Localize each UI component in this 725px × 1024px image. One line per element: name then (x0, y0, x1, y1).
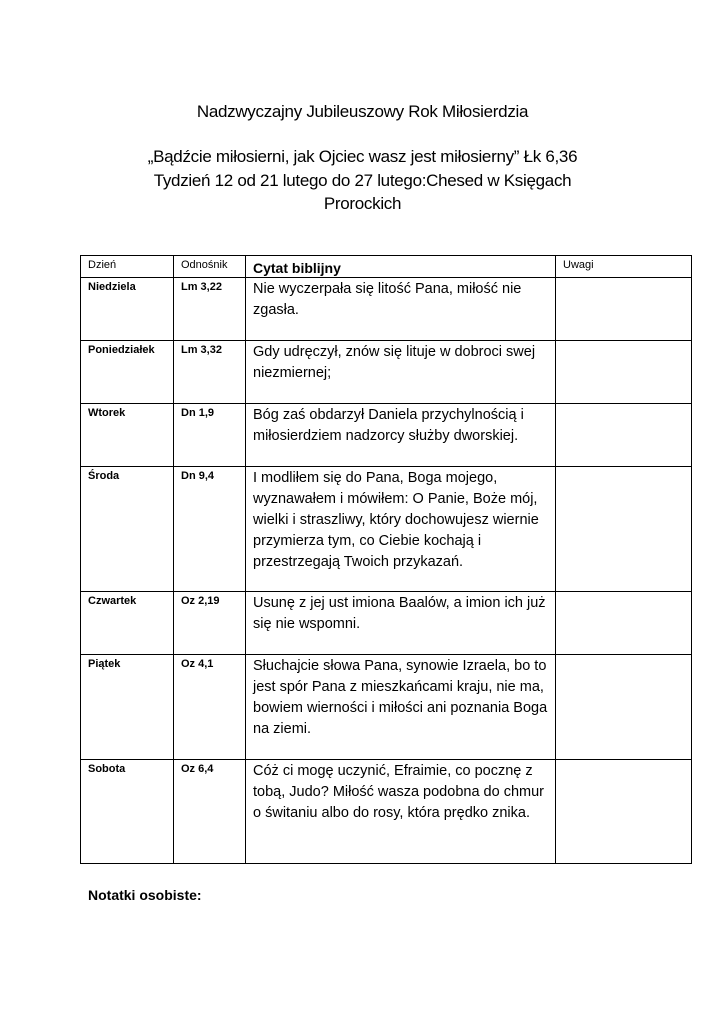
table-row (81, 341, 692, 404)
personal-notes-label: Notatki osobiste: (88, 887, 202, 903)
notes-cell[interactable] (556, 467, 692, 592)
reference-cell: Dn 1,9 (174, 404, 246, 467)
week-subtitle-continued: Prorockich (323, 194, 402, 213)
reference-cell: Dn 9,4 (174, 467, 246, 592)
day-cell: Środa (81, 467, 174, 592)
day-cell: Czwartek (81, 592, 174, 655)
table-row (81, 404, 692, 467)
reference-cell: Lm 3,22 (174, 278, 246, 341)
quote-cell: Słuchajcie słowa Pana, synowie Izraela, bo to jest spór Pana z mieszkańcami kraju, nie ma, bowiem wierności i miłości ani poznania Boga na ziemi. (246, 655, 556, 760)
notes-cell[interactable] (556, 341, 692, 404)
table-row (81, 760, 692, 864)
quote-cell: Cóż ci mogę uczynić, Efraimie, co pocznę z tobą, Judo? Miłość wasza podobna do chmur o świtaniu albo do rosy, która prędko znika. (246, 760, 556, 864)
reference-cell: Oz 6,4 (174, 760, 246, 864)
quote-cell: Gdy udręczył, znów się lituje w dobroci swej niezmiernej; (246, 341, 556, 404)
notes-cell[interactable] (556, 278, 692, 341)
notes-cell[interactable] (556, 760, 692, 864)
table-row (81, 278, 692, 341)
day-cell: Wtorek (81, 404, 174, 467)
quote-cell: Bóg zaś obdarzył Daniela przychylnością i miłosierdziem nadzorcy służby dworskiej. (246, 404, 556, 467)
column-header-reference: Odnośnik (174, 256, 246, 278)
day-cell: Poniedziałek (81, 341, 174, 404)
notes-cell[interactable] (556, 404, 692, 467)
reference-cell: Oz 4,1 (174, 655, 246, 760)
quote-cell: Usunę z jej ust imiona Baalów, a imion ich już się nie wspomni. (246, 592, 556, 655)
quote-cell: Nie wyczerpała się litość Pana, miłość nie zgasła. (246, 278, 556, 341)
notes-cell[interactable] (556, 592, 692, 655)
column-header-notes: Uwagi (556, 256, 692, 278)
table-row (81, 655, 692, 760)
reference-cell: Oz 2,19 (174, 592, 246, 655)
day-cell: Niedziela (81, 278, 174, 341)
notes-cell[interactable] (556, 655, 692, 760)
table-header-row (81, 256, 692, 278)
column-header-day: Dzień (81, 256, 174, 278)
document-title: Nadzwyczajny Jubileuszowy Rok Miłosierdzia (196, 102, 529, 121)
day-cell: Sobota (81, 760, 174, 864)
reference-cell: Lm 3,32 (174, 341, 246, 404)
column-header-quote: Cytat biblijny (246, 256, 556, 278)
table-row (81, 592, 692, 655)
day-cell: Piątek (81, 655, 174, 760)
document-motto: „Bądźcie miłosierni, jak Ojciec wasz jest miłosierny” Łk 6,36 (147, 147, 578, 166)
scripture-schedule-table (80, 255, 692, 864)
table-row (81, 467, 692, 592)
quote-cell: I modliłem się do Pana, Boga mojego, wyznawałem i mówiłem: O Panie, Boże mój, wielki i straszliwy, który dochowujesz wiernie przymierza tym, co Ciebie kochają i przestrzegają Twoich przykazań. (246, 467, 556, 592)
week-subtitle: Tydzień 12 od 21 lutego do 27 lutego:Chesed w Księgach (153, 171, 572, 190)
